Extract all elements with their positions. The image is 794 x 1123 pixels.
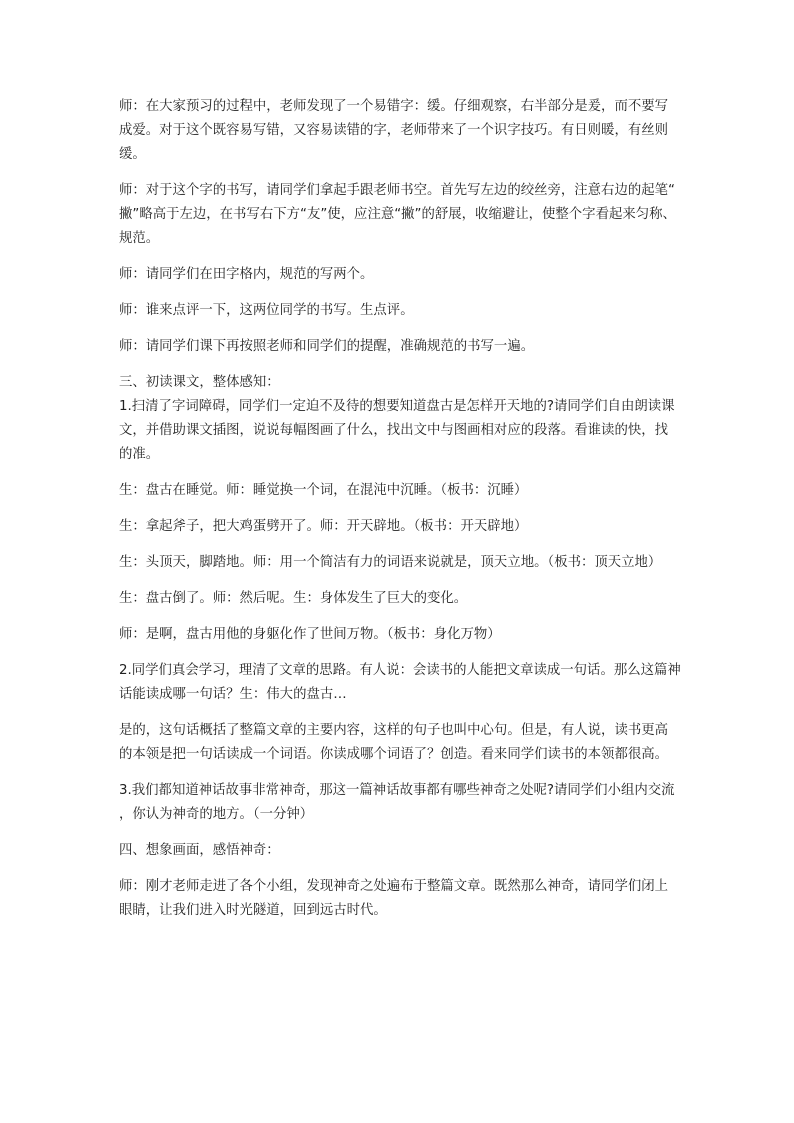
paragraph-time-tunnel: 师：刚才老师走进了各个小组，发现神奇之处遍布于整篇文章。既然那么神奇，请同学们闭上眼睛，让我们进入时光隧道，回到远古时代。 [119,879,669,918]
paragraph-dialog-axe: 生：拿起斧子，把大鸡蛋劈开了。师：开天辟地。（板书：开天辟地） [119,519,528,534]
paragraph-central-sentence: 是的，这句话概括了整篇文章的主要内容，这样的句子也叫中心句。但是，有人说，读书更高的本领是把一句话读成一个词语。你读成哪个词语了？创造。看来同学们读书的本领都很高。 [119,723,669,762]
document-body [119,95,681,935]
paragraph-read-freely: 1.扫清了字词障碍，同学们一定迫不及待的想要知道盘古是怎样开天地的?请同学们自由朗读课文，并借助课文插图，说说每幅图画了什么，找出文中与图画相对应的段落。看谁读的快，找的准。 [119,399,675,462]
section-heading-imagine-scenes: 四、想象画面，感悟神奇： [119,843,280,858]
paragraph-dialog-transformation: 师：是啊，盘古用他的身躯化作了世间万物。（板书：身化万物） [119,627,501,642]
section-heading-first-reading: 三、初读课文，整体感知： [119,375,280,390]
paragraph-writing-guidance: 师：对于这个字的书写，请同学们拿起手跟老师书空。首先写左边的绞丝旁，注意右边的起笔“撇”略高于左边，在书写右下方“友”使，应注意“撇”的舒展，收缩避让，使整个字看起来匀称、规范。 [119,183,676,246]
paragraph-peer-comment: 师：谁来点评一下，这两位同学的书写。生点评。 [119,303,414,318]
paragraph-easy-mistake-character: 师：在大家预习的过程中，老师发现了一个易错字：缓。仔细观察，右半部分是爰，而不要写成爱。对于这个既容易写错，又容易读错的字，老师带来了一个识字技巧。有日则暖，有丝则缓。 [119,99,669,162]
paragraph-group-discussion: 3.我们都知道神话故事非常神奇，那这一篇神话故事都有哪些神奇之处呢?请同学们小组内交流，你认为神奇的地方。（一分钟） [119,783,675,822]
paragraph-dialog-fell: 生：盘古倒了。师：然后呢。生：身体发生了巨大的变化。 [119,591,468,606]
paragraph-one-sentence: 2.同学们真会学习，理清了文章的思路。有人说：会读书的人能把文章读成一句话。那么这篇神话能读成哪一句话？生：伟大的盘古… [119,663,681,702]
paragraph-practice-after-class: 师：请同学们课下再按照老师和同学们的提醒，准确规范的书写一遍。 [119,339,535,354]
paragraph-dialog-sleeping: 生：盘古在睡觉。师：睡觉换一个词，在混沌中沉睡。（板书：沉睡） [119,483,528,498]
paragraph-dialog-heaven-earth: 生：头顶天，脚踏地。师：用一个简洁有力的词语来说就是，顶天立地。（板书：顶天立地） [119,555,662,570]
paragraph-write-twice: 师：请同学们在田字格内，规范的写两个。 [119,267,374,282]
